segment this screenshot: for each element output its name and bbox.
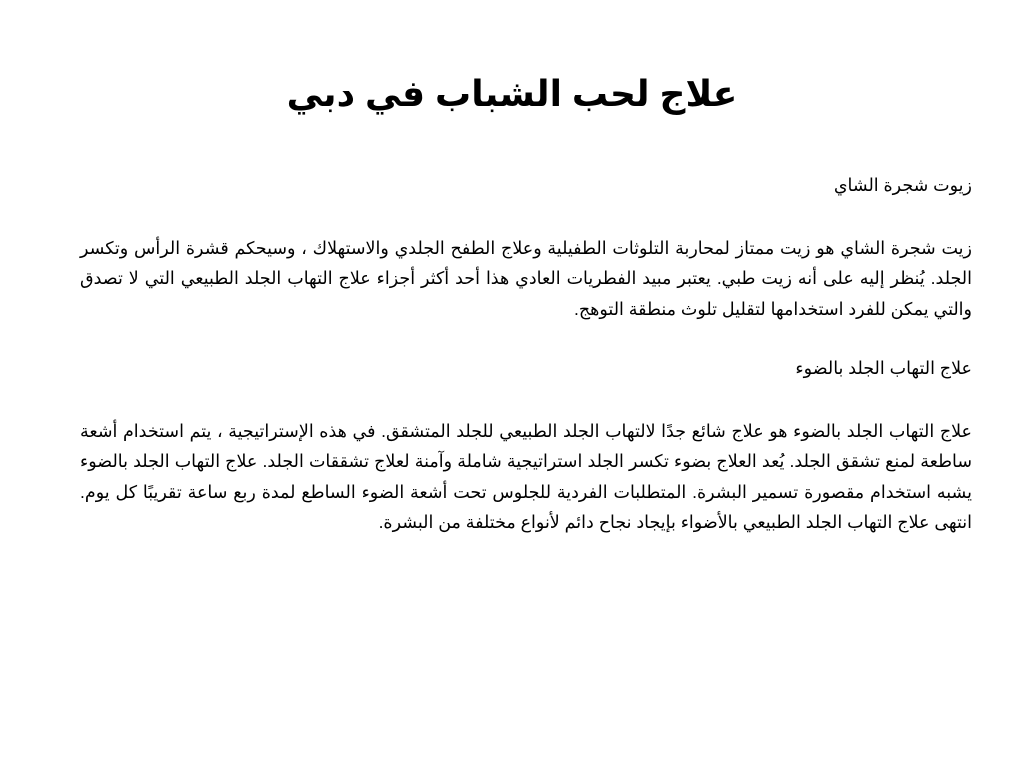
slide-content xyxy=(80,170,972,567)
page-title: علاج لحب الشباب في دبي xyxy=(286,73,738,114)
section-body-light-therapy: علاج التهاب الجلد بالضوء هو علاج شائع جدًا لالتهاب الجلد الطبيعي للجلد المتشقق. في هذه الإستراتيجية ، يتم استخدام أشعة ساطعة لمنع تشقق الجلد. يُعد العلاج بضوء تكسر الجلد استراتيجية شاملة وآمنة لعلاج تشققات الجلد. علاج التهاب الجلد بالضوء يشبه استخدام مقصورة تسمير البشرة. المتطلبات الفردية للجلوس تحت أشعة الضوء الساطع لمدة ربع ساعة تقريبًا كل يوم. انتهى علاج التهاب الجلد الطبيعي بالأضواء بإيجاد نجاح دائم لأنواع مختلفة من البشرة. xyxy=(80,420,972,532)
section-body-tea-tree-oil: زيت شجرة الشاي هو زيت ممتاز لمحاربة التلوثات الطفيلية وعلاج الطفح الجلدي والاستهلاك ، وسيحكم قشرة الرأس وتكسر الجلد. يُنظر إليه على أنه زيت طبي. يعتبر مبيد الفطريات العادي هذا أحد أكثر أجزاء علاج التهاب الجلد الطبيعي التي لا تصدق والتي يمكن للفرد استخدامها لتقليل تلوث منطقة التوهج. xyxy=(80,237,972,319)
section-heading-tea-tree-oil: زيوت شجرة الشاي xyxy=(833,175,972,195)
section-heading-light-therapy: علاج التهاب الجلد بالضوء xyxy=(795,358,972,378)
